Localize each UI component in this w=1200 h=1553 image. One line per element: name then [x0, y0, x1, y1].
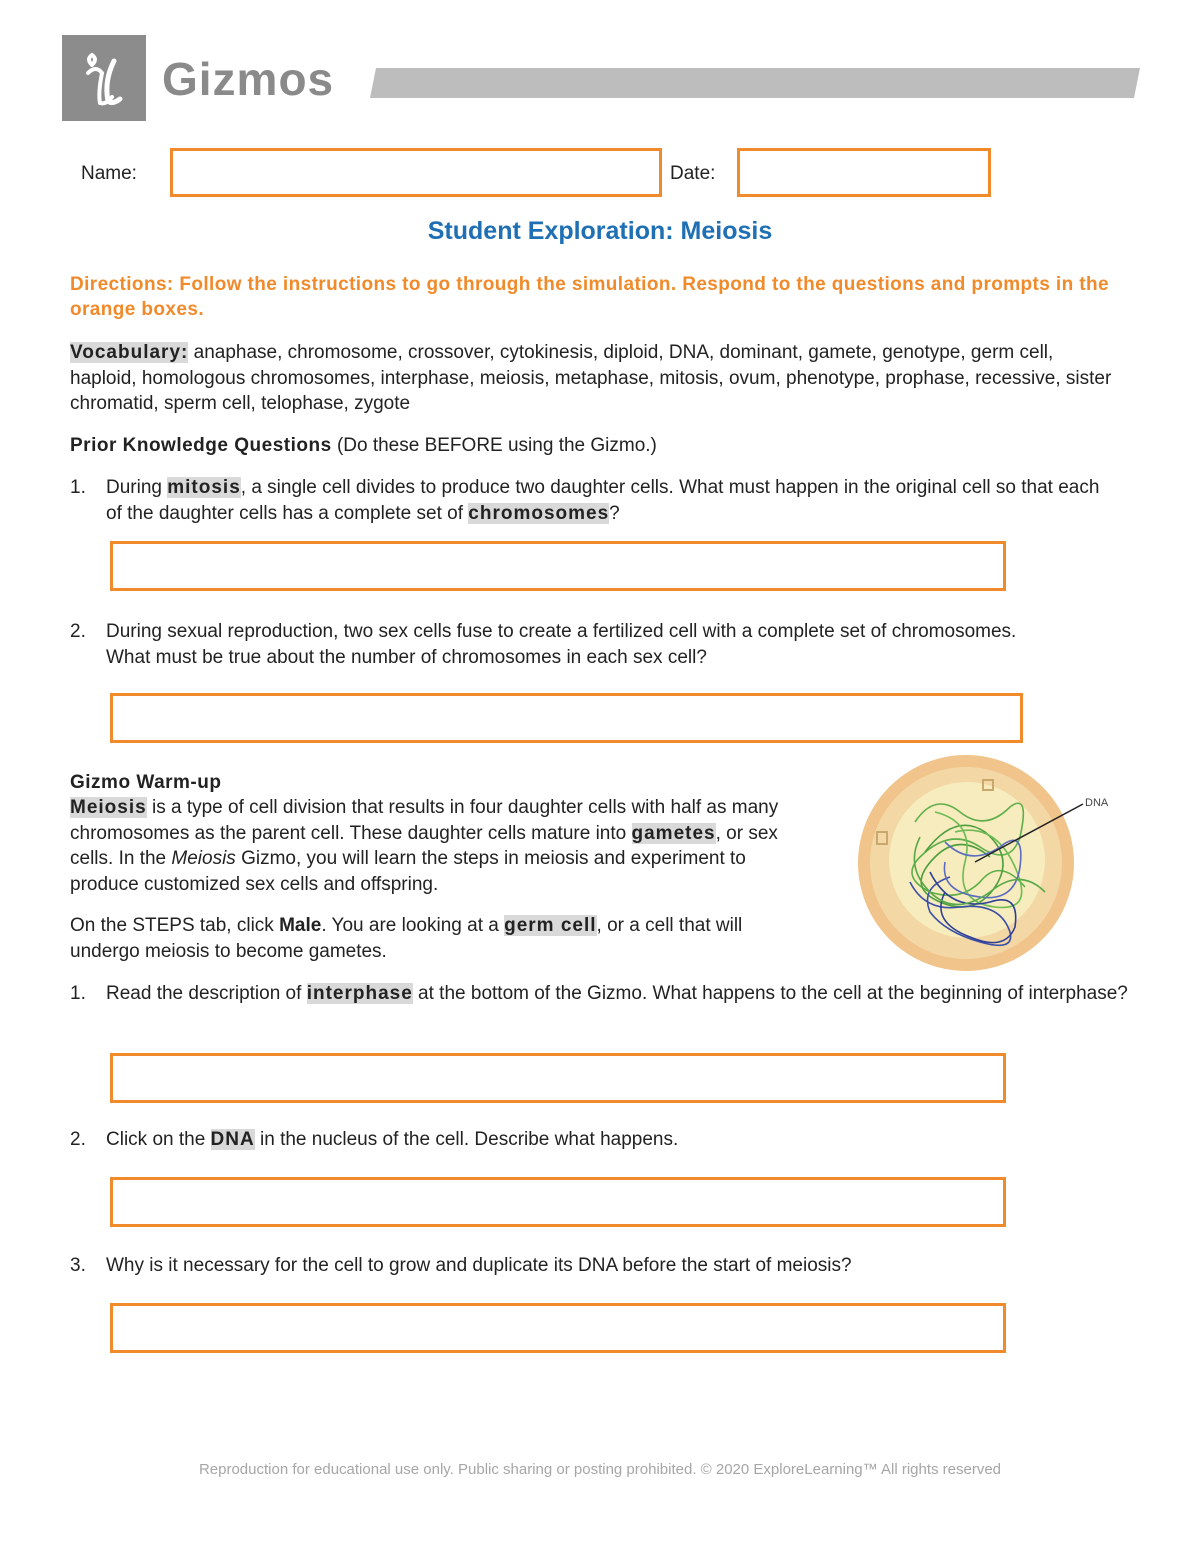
vocabulary-label: Vocabulary:	[70, 342, 189, 363]
date-field[interactable]	[737, 148, 991, 197]
brand-name: Gizmos	[162, 53, 335, 105]
explorelearning-logo-icon	[62, 35, 146, 121]
vocabulary	[70, 340, 1120, 417]
germ-cell-image	[855, 752, 1125, 974]
name-field[interactable]	[170, 148, 662, 197]
answer-box-warmup-1[interactable]	[110, 1053, 1006, 1103]
header-bar	[370, 68, 1140, 98]
page-title: Student Exploration: Meiosis	[427, 217, 773, 245]
answer-box-prior-1[interactable]	[110, 541, 1006, 591]
warmup-paragraph-1: Meiosis is a type of cell division that results in four daughter cells with half as many chromosomes as the parent cell. These daughter cells mature into gametes, or sex cells. In the Meiosis Gizmo, you will learn the steps in meiosis and experiment to produce customized sex cells and offspring.	[70, 797, 779, 895]
footer-copyright: Reproduction for educational use only. Public sharing or posting prohibited. © 2020 ExploreLearning™ All rights reserved	[198, 1461, 1002, 1478]
warmup-question-1: 1. Read the description of interphase at the bottom of the Gizmo. What happens to the cell at the beginning of interphase?	[70, 983, 1128, 1004]
prior-question-2: 2. During sexual reproduction, two sex cells fuse to create a fertilized cell with a complete set of chromosomes. What must be true about the number of chromosomes in each sex cell?	[70, 621, 1017, 668]
prior-knowledge-heading: Prior Knowledge Questions (Do these BEFORE using the Gizmo.)	[70, 435, 657, 456]
warmup-question-3: 3. Why is it necessary for the cell to grow and duplicate its DNA before the start of meiosis?	[70, 1255, 852, 1276]
vocabulary-terms: anaphase, chromosome, crossover, cytokinesis, diploid, DNA, dominant, gamete, genotype, germ cell, haploid, homologous chromosomes, interphase, meiosis, metaphase, mitosis, ovum, phenotype, prophase, recessive, sister chromatid, sperm cell, telophase, zygote	[70, 342, 1112, 414]
name-label: Name:	[81, 163, 137, 184]
answer-box-prior-2[interactable]	[110, 693, 1023, 743]
directions: Directions: Follow the instructions to go through the simulation. Respond to the questions and prompts in the orange boxes.	[70, 274, 1109, 320]
warmup-paragraph-2: On the STEPS tab, click Male. You are looking at a germ cell, or a cell that will undergo meiosis to become gametes.	[70, 915, 743, 962]
warmup-heading: Gizmo Warm-up	[70, 772, 222, 793]
prior-question-1: 1. During mitosis, a single cell divides to produce two daughter cells. What must happen in the original cell so that each of the daughter cells has a complete set of chromosomes?	[70, 477, 1100, 524]
date-label: Date:	[670, 163, 716, 184]
answer-box-warmup-2[interactable]	[110, 1177, 1006, 1227]
warmup-question-2: 2. Click on the DNA in the nucleus of the cell. Describe what happens.	[70, 1129, 679, 1150]
dna-label: DNA	[1085, 797, 1109, 809]
answer-box-warmup-3[interactable]	[110, 1303, 1006, 1353]
